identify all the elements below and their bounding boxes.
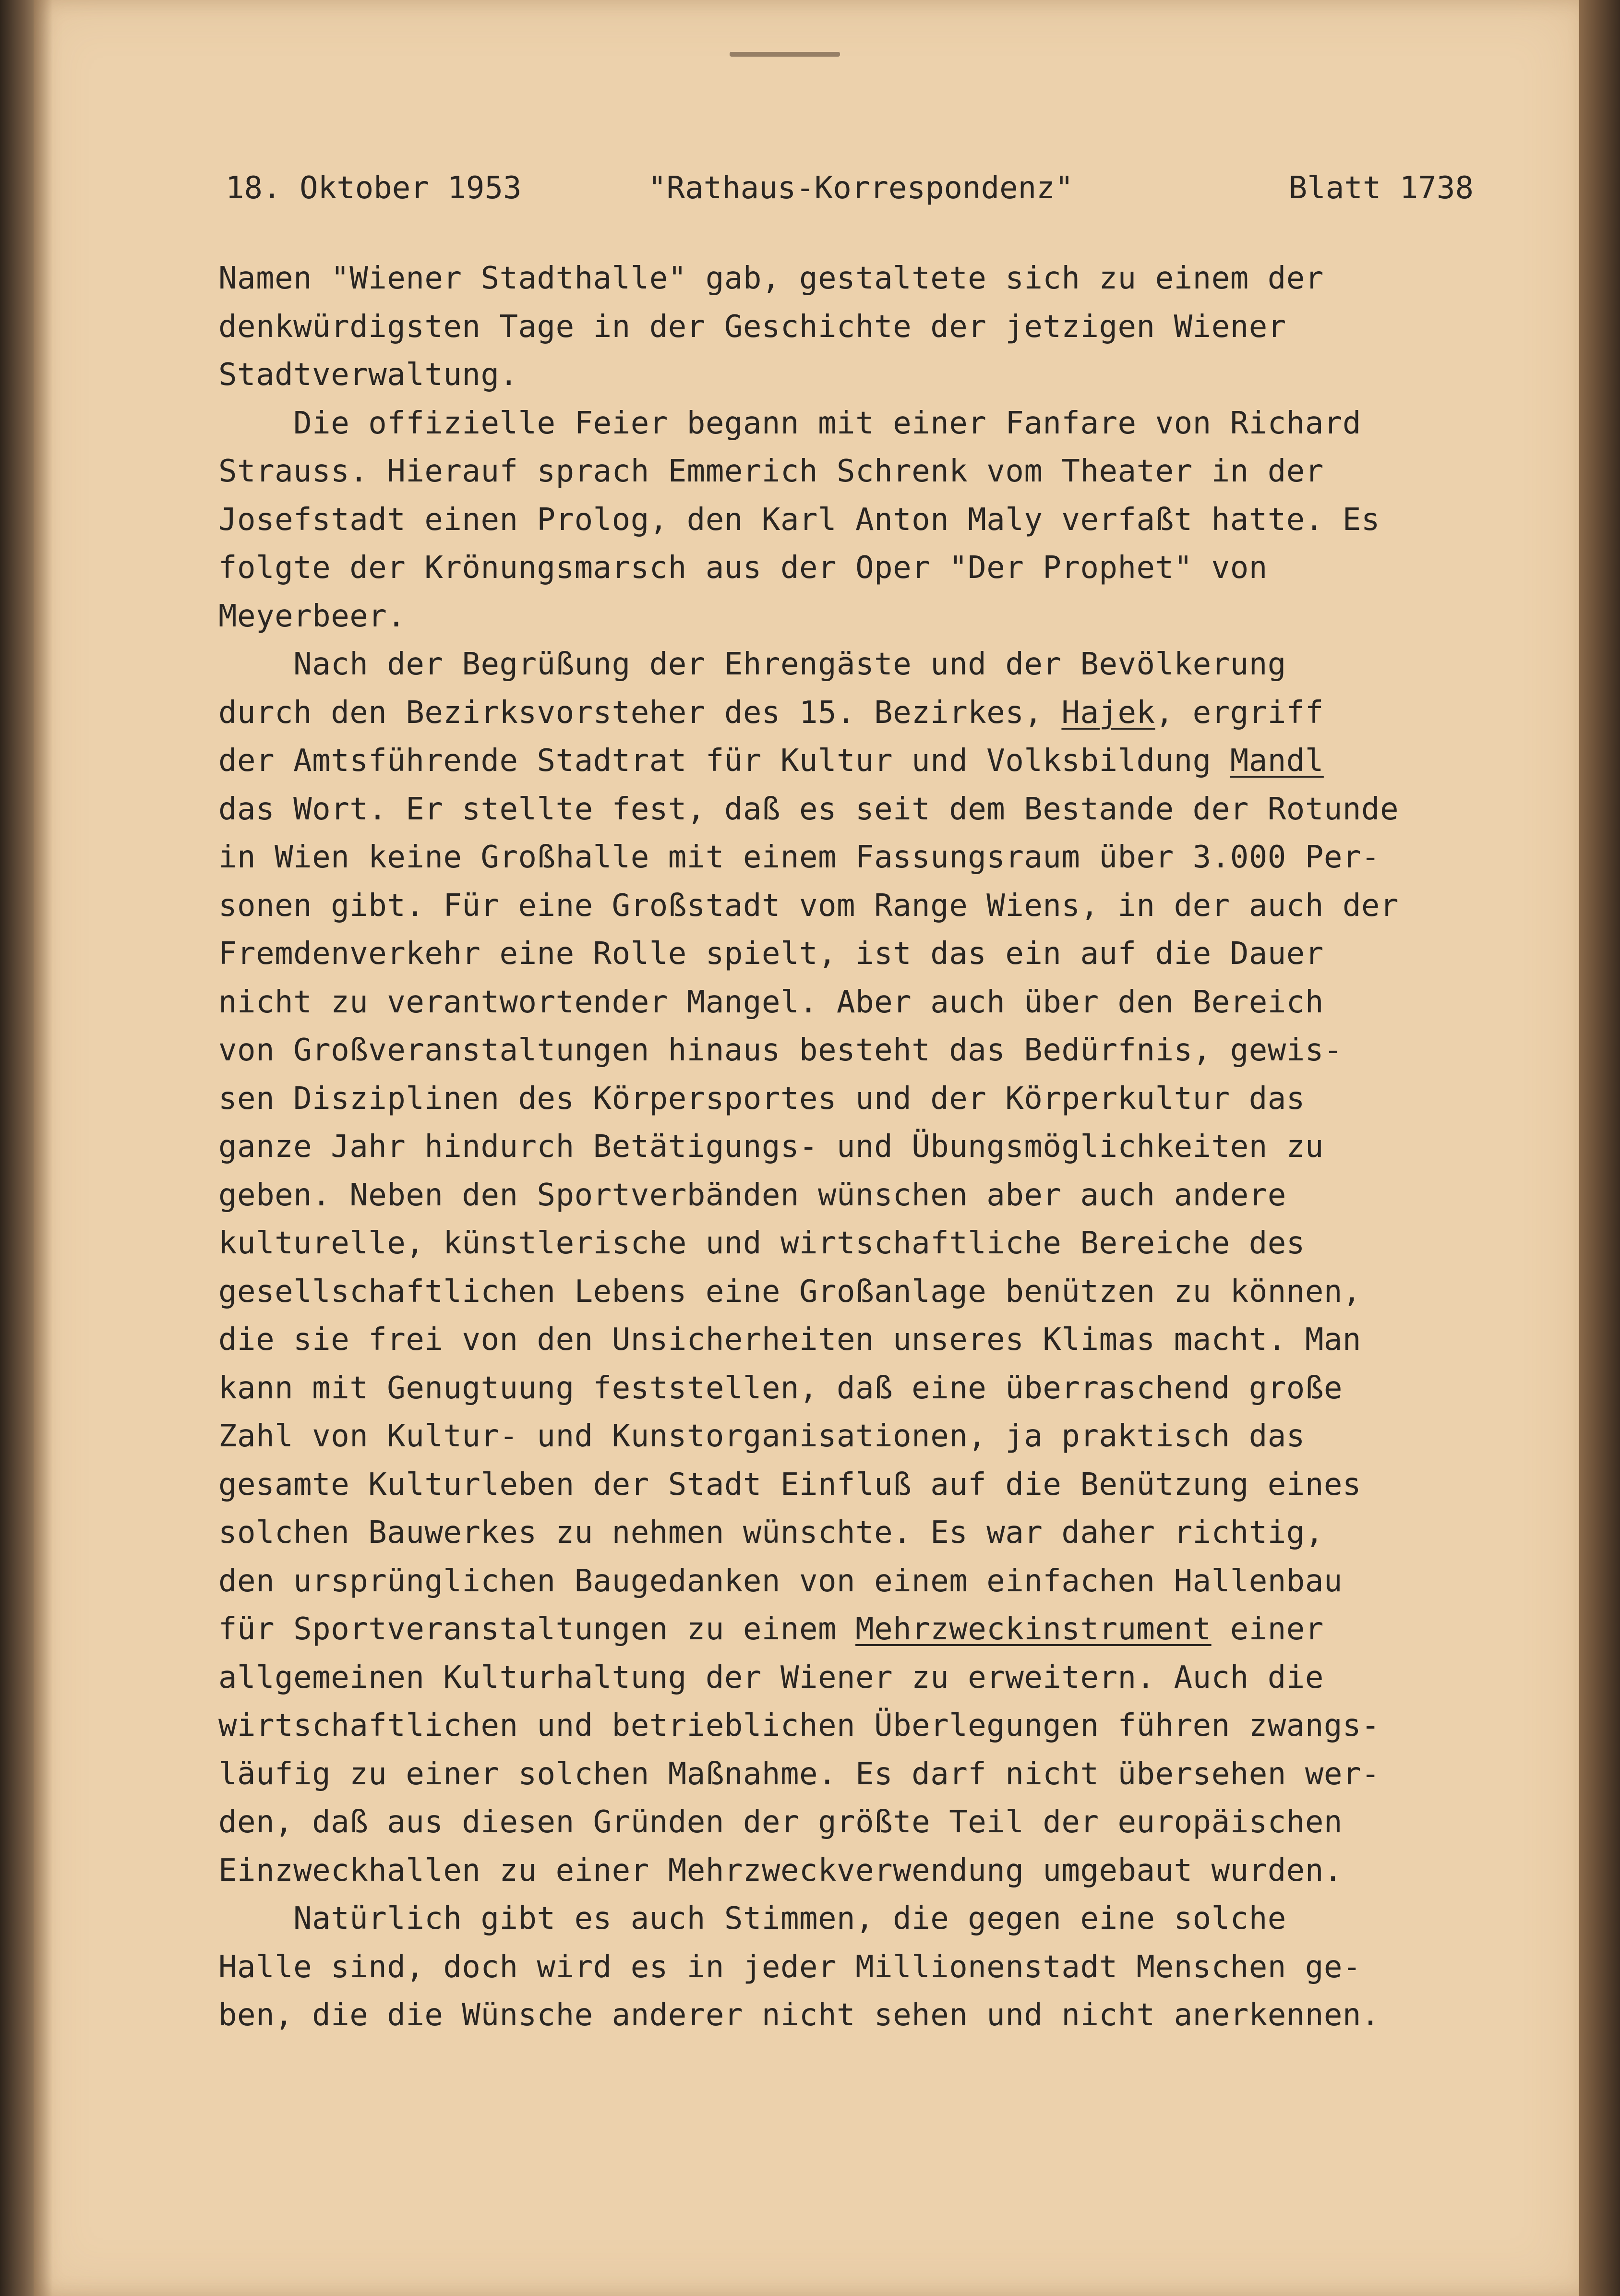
underlined-name: Mehrzweckinstrument (855, 1611, 1212, 1647)
text-line (218, 1605, 1538, 1654)
page-right-edge (1579, 0, 1620, 2296)
text-line: wirtschaftlichen und betrieblichen Überlegungen führen zwangs- (218, 1708, 1380, 1743)
text-line: kann mit Genugtuung feststellen, daß eine überraschend große (218, 1370, 1343, 1406)
page-left-edge (0, 0, 34, 2296)
text-line: folgte der Krönungsmarsch aus der Oper "Der Prophet" von (218, 550, 1268, 586)
text-line: Die offizielle Feier begann mit einer Fanfare von Richard (218, 405, 1361, 441)
text-line: sen Disziplinen des Körpersportes und der Körperkultur das (218, 1081, 1305, 1117)
binding-mark (730, 52, 840, 57)
text-line: Stadtverwaltung. (218, 357, 518, 393)
text-line: denkwürdigsten Tage in der Geschichte der jetzigen Wiener (218, 309, 1286, 345)
text-line: ben, die die Wünsche anderer nicht sehen und nicht anerkennen. (218, 1997, 1380, 2033)
text-line (218, 737, 1538, 785)
text-line: von Großveranstaltungen hinaus besteht das Bedürfnis, gewis- (218, 1033, 1343, 1068)
text-line: nicht zu verantwortender Mangel. Aber auch über den Bereich (218, 984, 1324, 1020)
text-line: kulturelle, künstlerische und wirtschaftliche Bereiche des (218, 1226, 1305, 1261)
text-line: den ursprünglichen Baugedanken von einem einfachen Hallenbau (218, 1563, 1343, 1599)
body-text (218, 254, 1538, 2040)
text-line: Nach der Begrüßung der Ehrengäste und der Bevölkerung (218, 647, 1286, 682)
text-line: in Wien keine Großhalle mit einem Fassungsraum über 3.000 Per- (218, 840, 1380, 875)
text-line: gesellschaftlichen Lebens eine Großanlage benützen zu können, (218, 1274, 1361, 1310)
text-line: ganze Jahr hindurch Betätigungs- und Übungsmöglichkeiten zu (218, 1129, 1324, 1165)
text-line: Halle sind, doch wird es in jeder Millionenstadt Menschen ge- (218, 1949, 1361, 1985)
text-line: solchen Bauwerkes zu nehmen wünschte. Es war daher richtig, (218, 1515, 1324, 1551)
text-segment: der Amtsführende Stadtrat für Kultur und Volksbildung (218, 743, 1230, 779)
text-segment: durch den Bezirksvorsteher des 15. Bezirkes, (218, 695, 1062, 731)
text-segment: für Sportveranstaltungen zu einem (218, 1611, 856, 1647)
text-line: Zahl von Kultur- und Kunstorganisationen, ja praktisch das (218, 1418, 1305, 1454)
text-segment: einer (1211, 1611, 1324, 1647)
text-line: das Wort. Er stellte fest, daß es seit dem Bestande der Rotunde (218, 791, 1399, 827)
text-line: Josefstadt einen Prolog, den Karl Anton Maly verfaßt hatte. Es (218, 502, 1380, 538)
underlined-name: Hajek (1061, 695, 1155, 731)
text-line: gesamte Kulturleben der Stadt Einfluß auf die Benützung eines (218, 1467, 1361, 1503)
text-line: Namen "Wiener Stadthalle" gab, gestaltete sich zu einem der (218, 261, 1324, 296)
text-line: allgemeinen Kulturhaltung der Wiener zu erweitern. Auch die (218, 1659, 1324, 1695)
header-date: 18. Oktober 1953 (226, 170, 522, 206)
text-line: Einzweckhallen zu einer Mehrzweckverwendung umgebaut wurden. (218, 1852, 1343, 1888)
text-line: die sie frei von den Unsicherheiten unseres Klimas macht. Man (218, 1322, 1361, 1358)
header-publication: "Rathaus-Korrespondenz" (648, 170, 1074, 206)
underlined-name: Mandl (1230, 743, 1324, 779)
text-line: Fremdenverkehr eine Rolle spielt, ist das ein auf die Dauer (218, 936, 1324, 972)
text-line: Natürlich gibt es auch Stimmen, die gegen eine solche (218, 1901, 1286, 1936)
text-line: geben. Neben den Sportverbänden wünschen aber auch andere (218, 1177, 1286, 1213)
text-line: Strauss. Hierauf sprach Emmerich Schrenk vom Theater in der (218, 454, 1324, 489)
page-header (226, 170, 1474, 223)
text-line: Meyerbeer. (218, 598, 406, 634)
text-line: den, daß aus diesen Gründen der größte Teil der europäischen (218, 1804, 1343, 1840)
header-sheet-number: Blatt 1738 (1288, 170, 1474, 206)
text-segment: , ergriff (1155, 695, 1324, 731)
text-line (218, 689, 1538, 737)
text-line: sonen gibt. Für eine Großstadt vom Range Wiens, in der auch der (218, 888, 1399, 924)
binding-shadow (34, 0, 53, 2296)
text-line: läufig zu einer solchen Maßnahme. Es darf nicht übersehen wer- (218, 1756, 1380, 1792)
